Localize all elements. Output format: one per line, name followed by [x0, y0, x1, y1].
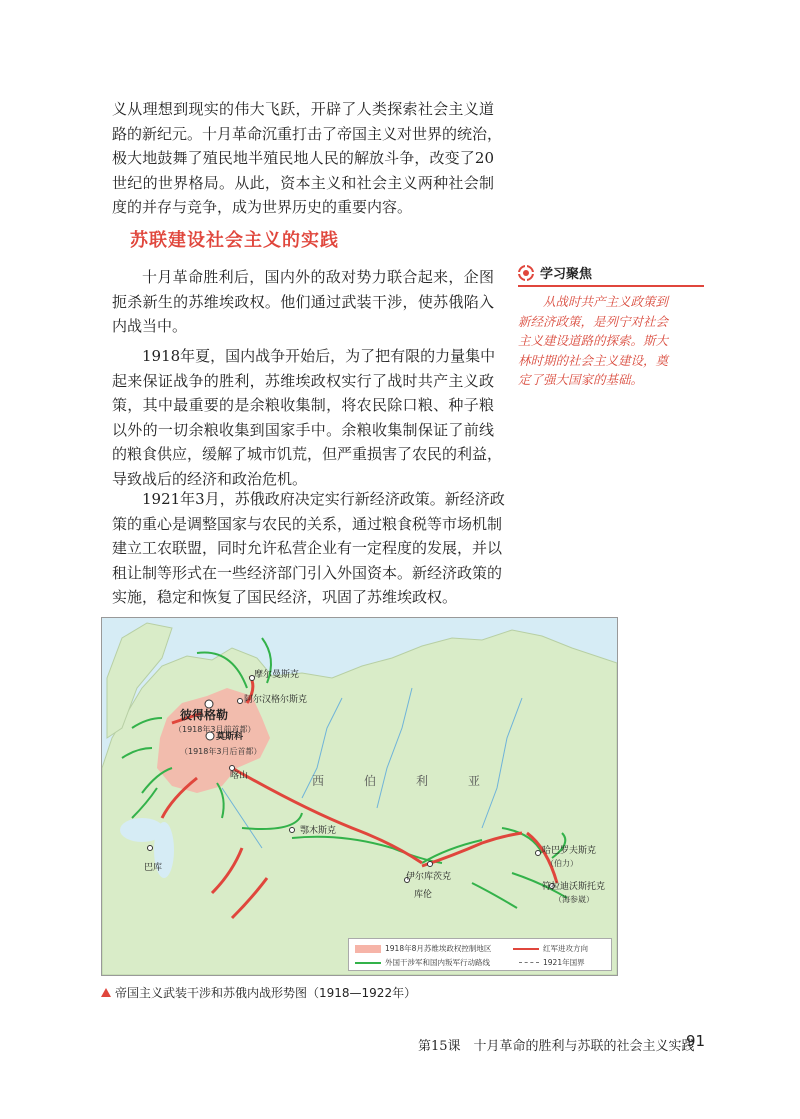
legend-red-army: [513, 943, 588, 954]
label-siberia-2: 伯: [364, 774, 377, 788]
legend-intervention: [355, 957, 490, 968]
legend-swatch-red-arrow: [513, 948, 539, 950]
caption-triangle-icon: [101, 988, 111, 997]
intro-line: 义从理想到现实的伟大飞跃，开辟了人类探索社会主义道: [112, 100, 494, 118]
label-baku: 巴库: [144, 863, 163, 873]
paragraph3-line: 实施，稳定和恢复了国民经济，巩固了苏维埃政权。: [112, 588, 458, 606]
study-focus-line: 定了强大国家的基础。: [518, 372, 644, 387]
legend-border-label: 1921年国界: [543, 958, 585, 967]
civil-war-map: [101, 617, 618, 976]
study-focus-body: [518, 292, 704, 390]
intro-paragraph: [112, 97, 503, 220]
label-arkhangelsk: 阿尔汉格尔斯克: [244, 695, 308, 705]
map-drawing: [102, 618, 617, 975]
legend-red-army-label: 红军进攻方向: [543, 944, 588, 953]
study-focus-title: 学习聚焦: [540, 267, 593, 282]
intro-line: 世纪的世界格局。从此，资本主义和社会主义两种社会制: [112, 173, 494, 192]
intro-line: 路的新纪元。十月革命沉重打击了帝国主义对世界的统治，: [112, 124, 503, 143]
label-siberia-1: 西: [312, 774, 325, 788]
paragraph-war-communism: [112, 344, 503, 491]
study-focus-line: 林时期的社会主义建设，奠: [518, 352, 669, 368]
legend-controlled-area-label: 1918年8月苏维埃政权控制地区: [385, 944, 492, 953]
label-khabarovsk-note: （伯力）: [546, 859, 578, 868]
label-irkutsk: 伊尔库茨克: [406, 872, 452, 882]
label-siberia-4: 亚: [468, 774, 481, 788]
label-vladivostok-note: （海参崴）: [554, 895, 594, 904]
intro-line: 度的并存与竞争，成为世界历史的重要内容。: [112, 198, 413, 216]
study-focus-header: [518, 263, 704, 287]
label-siberia-3: 利: [416, 774, 429, 788]
section-heading: 苏联建设社会主义的实践: [130, 230, 339, 251]
paragraph2-line: 策，其中最重要的是余粮收集制，将农民除口粮、种子粮: [112, 396, 494, 414]
legend-controlled-area: [355, 943, 491, 954]
page-number: 91: [686, 1032, 706, 1050]
paragraph1-line: 扼杀新生的苏维埃政权。他们通过武装干涉，使苏俄陷入: [112, 292, 494, 311]
label-petrograd-note: （1918年3月前首都）: [174, 725, 256, 734]
paragraph3-line: 建立工农联盟，同时允许私营企业有一定程度的发展，并以: [112, 539, 503, 557]
label-kazan: 喀山: [230, 771, 249, 781]
map-caption-text: 帝国主义武装干涉和苏俄内战形势图（1918—1922年）: [115, 986, 417, 1000]
legend-swatch-area: [355, 945, 381, 953]
intro-line: 极大地鼓舞了殖民地半殖民地人民的解放斗争，改变了20: [112, 149, 494, 167]
study-focus-box: [518, 263, 704, 390]
label-murmansk: 摩尔曼斯克: [254, 670, 300, 680]
paragraph-nep: [112, 487, 505, 610]
page-footer: 第15课 十月革命的胜利与苏联的社会主义实践: [418, 1039, 695, 1054]
map-legend: [348, 938, 612, 971]
paragraph2-line: 导致战后的经济和政治危机。: [112, 469, 308, 488]
paragraph3-line: 租让制等形式在一些经济部门引入外国资本。新经济政策的: [112, 563, 503, 582]
study-focus-line: 主义建设道路的探索。斯大: [518, 333, 669, 348]
study-focus-line: 新经济政策，是列宁对社会: [518, 313, 669, 329]
legend-border: [519, 957, 585, 968]
paragraph-civil-war: [112, 265, 494, 339]
label-omsk: 鄂木斯克: [300, 826, 337, 836]
study-focus-line: 从战时共产主义政策到: [543, 294, 669, 309]
legend-intervention-label: 外国干涉军和国内叛军行动路线: [385, 958, 490, 967]
legend-swatch-border: [519, 962, 539, 963]
label-moscow-note: （1918年3月后首都）: [180, 747, 262, 756]
paragraph1-line: 十月革命胜利后，国内外的敌对势力联合起来，企图: [142, 268, 494, 286]
map-caption: [101, 984, 416, 1001]
label-vladivostok: 符拉迪沃斯托克: [542, 882, 606, 892]
paragraph2-line: 1918年夏，国内战争开始后，为了把有限的力量集中: [142, 347, 496, 365]
map-land: [102, 630, 617, 975]
paragraph2-line: 的粮食供应，缓解了城市饥荒，但严重损害了农民的利益，: [112, 445, 503, 463]
paragraph3-line: 策的重心是调整国家与农民的关系，通过粮食税等市场机制: [112, 514, 503, 533]
paragraph2-line: 起来保证战争的胜利，苏维埃政权实行了战时共产主义政: [112, 371, 494, 390]
legend-swatch-green-arrow: [355, 962, 381, 964]
paragraph1-line: 内战当中。: [112, 317, 188, 335]
label-moscow: 莫斯科: [216, 732, 244, 742]
label-kulun: 库伦: [414, 890, 433, 900]
label-khabarovsk: 哈巴罗夫斯克: [542, 846, 597, 856]
paragraph2-line: 以外的一切余粮收集到国家手中。余粮收集制保证了前线: [112, 420, 494, 439]
label-petrograd: 彼得格勒: [180, 708, 229, 722]
paragraph3-line: 1921年3月，苏俄政府决定实行新经济政策。新经济政: [142, 490, 505, 508]
study-focus-icon: [518, 265, 534, 281]
